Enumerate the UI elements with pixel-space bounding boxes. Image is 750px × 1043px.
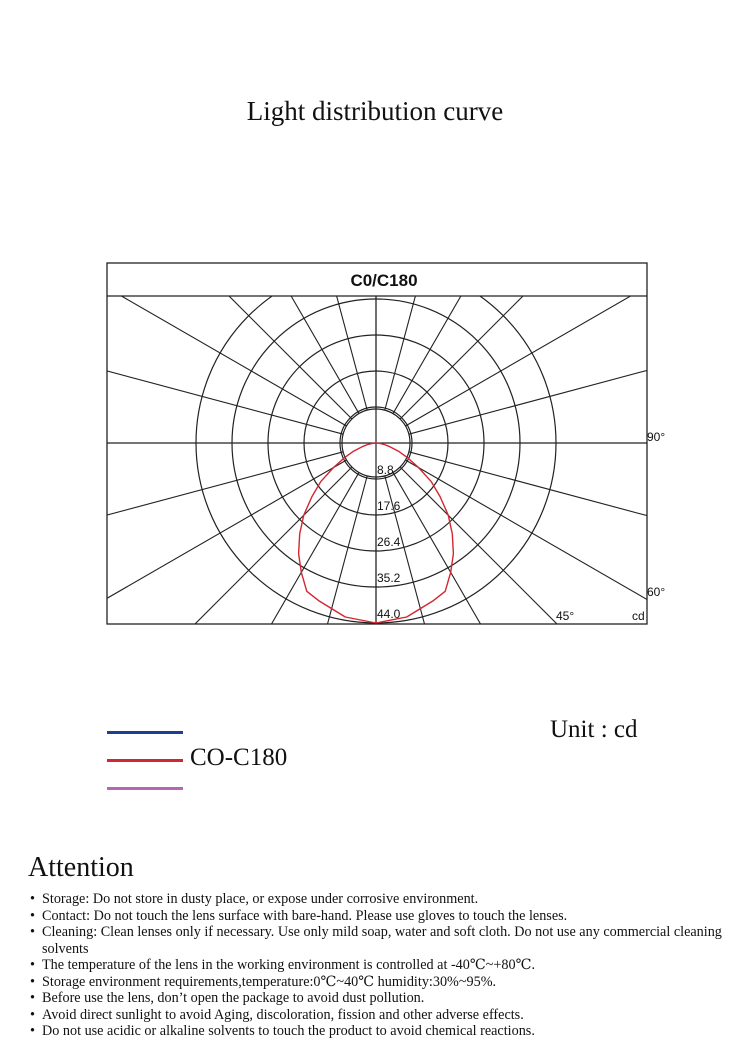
spoke-210 — [126, 10, 359, 414]
radial-label: 44.0 — [377, 607, 401, 621]
spoke-255 — [0, 314, 343, 435]
spoke-315 — [22, 467, 352, 700]
spoke-225 — [22, 89, 352, 419]
spoke-150 — [393, 10, 626, 414]
attention-list — [30, 891, 730, 1040]
page-title: Light distribution curve — [246, 96, 504, 126]
attention-title: Attention — [28, 852, 134, 883]
attention-item: • Before use the lens, don’t open the package to avoid dust pollution. — [30, 990, 730, 1007]
attention-item: • Storage: Do not store in dusty place, or expose under corrosive environment. — [30, 891, 730, 908]
radial-label: 17.6 — [377, 499, 401, 513]
spoke-105 — [409, 314, 750, 435]
attention-item: • Cleaning: Clean lenses only if necessary. Use only mild soap, water and soft cloth. Do not use any commercial cleaning solvents — [30, 924, 730, 957]
attention-item: • Avoid direct sunlight to avoid Aging, discoloration, fission and other adverse effects. — [30, 1007, 730, 1024]
legend-label: CO-C180 — [190, 744, 288, 771]
chart-panel-title: C0/C180 — [350, 271, 418, 290]
spoke-75 — [409, 452, 750, 573]
legend-line-red — [107, 759, 183, 762]
radial-label: 8.8 — [377, 463, 394, 477]
spoke-285 — [0, 452, 343, 573]
legend-line-purple — [107, 787, 183, 790]
unit-label: Unit : cd — [550, 716, 638, 743]
spoke-240 — [0, 193, 347, 426]
attention-item: • Do not use acidic or alkaline solvents to touch the product to avoid chemical reactions. — [30, 1023, 730, 1040]
spoke-195 — [247, 0, 368, 410]
radial-label: 26.4 — [377, 535, 401, 549]
attention-item: • Storage environment requirements,temperature:0℃~40℃ humidity:30%~95%. — [30, 974, 730, 991]
angle-label: 90° — [647, 430, 666, 444]
spoke-45 — [400, 467, 730, 700]
legend-line-blue — [107, 731, 183, 734]
angle-label: 45° — [556, 609, 575, 623]
angle-label: 60° — [647, 585, 666, 599]
attention-item: • Contact: Do not touch the lens surface with bare-hand. Please use gloves to touch the lenses. — [30, 908, 730, 925]
radial-label: 35.2 — [377, 571, 401, 585]
spoke-120 — [405, 193, 750, 426]
unit-corner-label: cd — [632, 609, 645, 623]
spoke-300 — [0, 460, 347, 693]
spoke-30 — [393, 472, 626, 700]
spoke-135 — [400, 89, 730, 419]
spoke-165 — [385, 0, 506, 410]
spoke-60 — [405, 460, 750, 693]
spoke-330 — [126, 472, 359, 700]
attention-item: • The temperature of the lens in the working environment is controlled at -40℃~+80℃. — [30, 957, 730, 974]
